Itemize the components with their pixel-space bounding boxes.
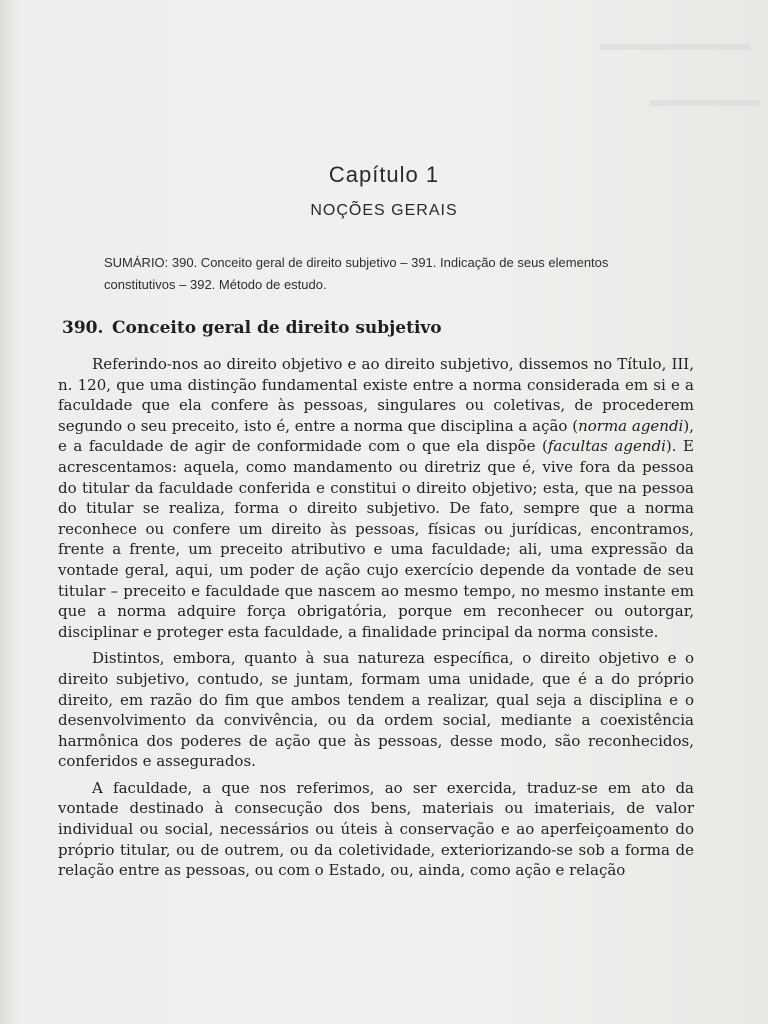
chapter-subtitle: NOÇÕES GERAIS xyxy=(310,202,458,219)
paragraph-text: ). E acrescentamos: aquela, como mandamento ou diretriz que é, vive fora da pessoa do titular da faculdade conferida e constitui o direito objetivo; esta, que na pessoa do titular se realiza, forma o direito subjetivo. De fato, sempre que a norma reconhece ou confere um direito às pessoas, físicas ou jurídicas, encontramos, frente a frente, um preceito atributivo e uma faculdade; ali, uma expressão da vontade geral, aqui, um poder de ação cujo exercício depende da vontade de seu titular – preceito e faculdade que nascem ao mesmo tempo, no mesmo instante em que a norma adquire força obrigatória, porque em reconhecer ou outorgar, disciplinar e proteger esta faculdade, a finalidade principal da norma consiste. xyxy=(58,437,694,641)
section-title: Conceito geral de direito subjetivo xyxy=(112,318,442,338)
bleed-through-shadow xyxy=(650,100,760,106)
paragraph: Distintos, embora, quanto à sua natureza específica, o direito objetivo e o direito subjetivo, contudo, se juntam, formam uma unidade, que é a do próprio direito, em razão do fim que ambos tendem a realizar, qual seja a disciplina e o desenvolvimento da convivência, ou da ordem social, mediante a coexistência harmônica dos poderes de ação que às pessoas, desse modo, são reconhecidos, conferidos e assegurados. xyxy=(58,649,694,771)
latin-term: facultas agendi xyxy=(547,437,666,456)
paragraph-text: Referindo-nos ao direito objetivo e ao direito subjetivo, dissemos no Título, III, n. 120, que uma distinção fundamental existe entre a norma considerada em si e a faculdade que ela confere às pessoas, singulares ou coletivas, de procederem segundo o seu preceito, isto é, entre a norma que disciplina a ação ( xyxy=(58,355,694,435)
chapter-summary: SUMÁRIO: 390. Conceito geral de direito subjetivo – 391. Indicação de seus elementos constitutivos – 392. Método de estudo. xyxy=(104,255,609,292)
body-text xyxy=(58,354,694,887)
section-heading xyxy=(62,318,702,338)
paragraph: A faculdade, a que nos referimos, ao ser exercida, traduz-se em ato da vontade destinado à consecução dos bens, materiais ou imateriais, de valor individual ou social, necessários ou úteis à conservação e ao aperfeiçoamento do próprio titular, ou de outrem, ou da coletividade, exteriorizando-se sob a forma de relação entre as pessoas, ou com o Estado, ou, ainda, como ação e relação xyxy=(58,778,694,880)
section-number: 390. xyxy=(62,318,104,338)
latin-term: norma agendi xyxy=(578,416,684,435)
bleed-through-shadow xyxy=(600,44,750,50)
paragraph-text: ), e a faculdade de agir de conformidade com o que ela dispõe ( xyxy=(58,416,694,456)
chapter-title: Capítulo 1 xyxy=(328,162,440,187)
paragraph xyxy=(58,354,694,642)
